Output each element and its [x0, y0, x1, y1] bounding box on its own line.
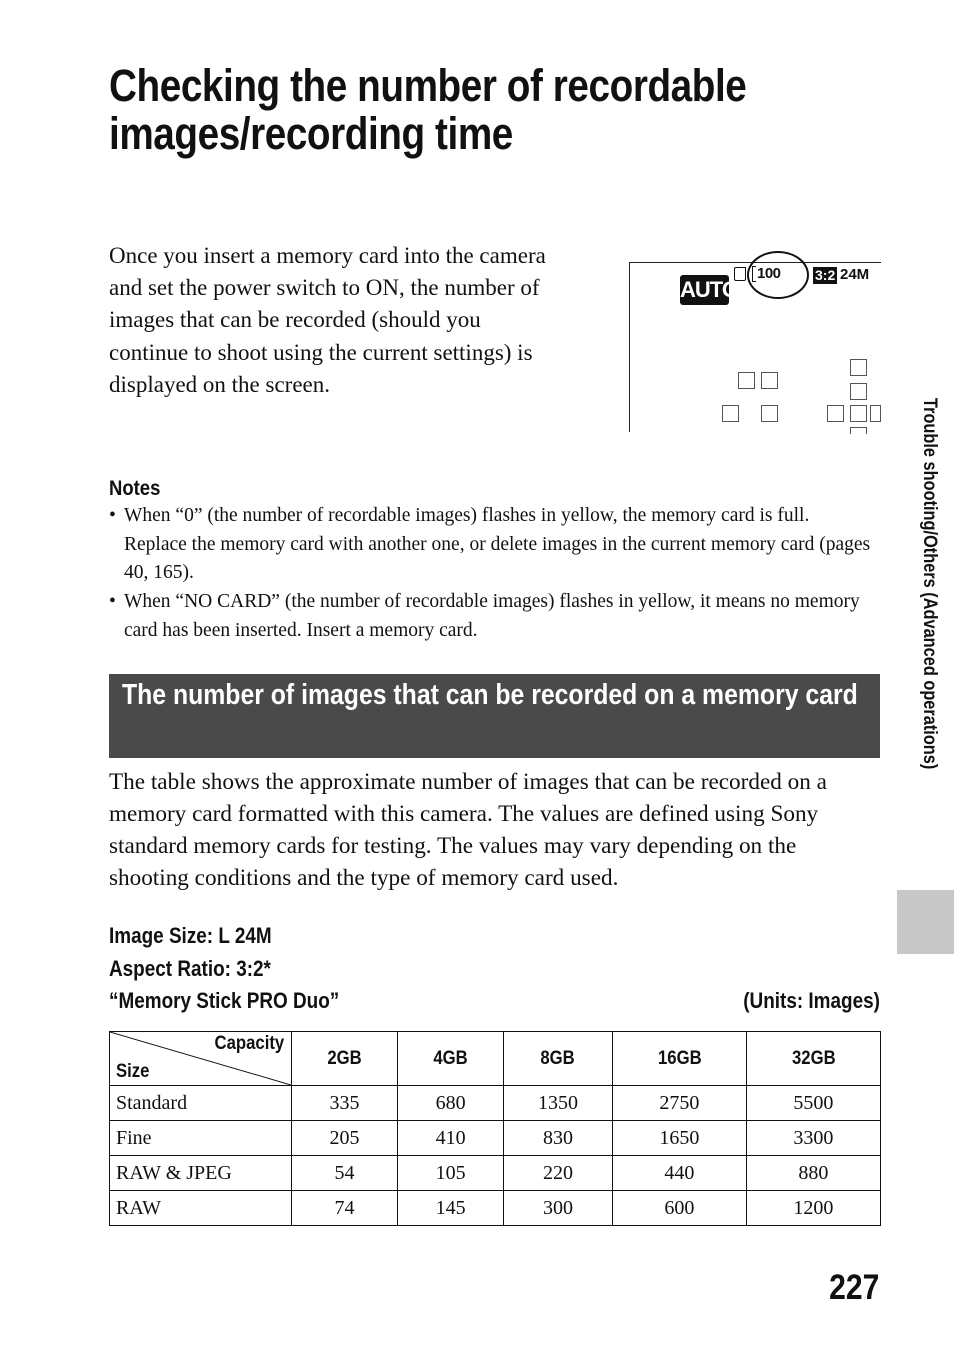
note-item: • When “NO CARD” (the number of recordable images) flashes in yellow, it means no memory card has been inserted. Insert a memory card.	[109, 588, 875, 645]
table-cell: 74	[292, 1191, 398, 1226]
placeholder-icon	[761, 405, 778, 422]
column-header: 8GB	[504, 1032, 613, 1086]
notes-heading: Notes	[109, 477, 161, 500]
placeholder-icon	[850, 383, 867, 400]
chapter-tab-marker	[897, 890, 954, 954]
table-row	[110, 1191, 881, 1226]
table-cell: 410	[398, 1121, 504, 1156]
image-size-spec: Image Size: L 24M	[109, 923, 272, 948]
table-cell: 830	[504, 1121, 613, 1156]
table-cell: 205	[292, 1121, 398, 1156]
auto-mode-icon: AUTO	[680, 275, 729, 305]
placeholder-icon	[850, 405, 867, 422]
table-row	[110, 1156, 881, 1191]
placeholder-icon	[827, 405, 844, 422]
table-cell: 680	[398, 1086, 504, 1121]
table-cell: 1200	[746, 1191, 880, 1226]
table-cell: 1650	[612, 1121, 746, 1156]
table-cell: 300	[504, 1191, 613, 1226]
row-label: RAW	[110, 1191, 292, 1226]
placeholder-icon	[722, 405, 739, 422]
section-heading-band	[109, 674, 880, 758]
placeholder-icon	[761, 372, 778, 389]
placeholder-icon	[850, 427, 867, 434]
table-cell: 3300	[746, 1121, 880, 1156]
table-cell: 5500	[746, 1086, 880, 1121]
media-spec: “Memory Stick PRO Duo”	[109, 988, 340, 1013]
chapter-side-label: Trouble shooting/Others (Advanced operations)	[919, 398, 940, 770]
placeholder-icon	[870, 405, 881, 422]
page-title-line-1: Checking the number of recordable	[109, 60, 747, 111]
column-header: 2GB	[292, 1032, 398, 1086]
intro-paragraph: Once you insert a memory card into the camera and set the power switch to ON, the number of images that can be recorded (should you continue to shoot using the current settings) is displayed on the screen.	[109, 243, 546, 397]
placeholder-icon	[738, 372, 755, 389]
table-row	[110, 1086, 881, 1121]
lcd-screen-illustration	[629, 250, 881, 434]
aspect-ratio-spec: Aspect Ratio: 3:2*	[109, 956, 271, 981]
page-number: 227	[828, 1268, 879, 1307]
size-header: Size	[116, 1061, 150, 1082]
section-body: The table shows the approximate number of images that can be recorded on a memory card formatted with this camera. The values are defined using Sony standard memory cards for testing. The values may vary depending on the shooting conditions and the type of memory card used.	[109, 769, 827, 891]
table-cell: 1350	[504, 1086, 613, 1121]
units-label: (Units: Images)	[743, 988, 880, 1013]
row-label: RAW & JPEG	[110, 1156, 292, 1191]
table-cell: 220	[504, 1156, 613, 1191]
column-header: 4GB	[398, 1032, 504, 1086]
page-title-line-2: images/recording time	[109, 108, 513, 159]
table-header-row	[110, 1032, 881, 1086]
recordable-images-table	[109, 1031, 881, 1226]
table-row	[110, 1121, 881, 1156]
table-cell: 440	[612, 1156, 746, 1191]
table-cell: 2750	[612, 1086, 746, 1121]
table-cell: 335	[292, 1086, 398, 1121]
column-header: 32GB	[746, 1032, 880, 1086]
table-cell: 880	[746, 1156, 880, 1191]
table-corner-cell	[110, 1032, 292, 1086]
placeholder-icon	[850, 359, 867, 376]
table-cell: 105	[398, 1156, 504, 1191]
table-cell: 145	[398, 1191, 504, 1226]
aspect-ratio-badge: 3:2	[815, 267, 836, 283]
row-label: Fine	[110, 1121, 292, 1156]
column-header: 16GB	[612, 1032, 746, 1086]
image-size-indicator: 24M	[840, 266, 870, 283]
table-cell: 54	[292, 1156, 398, 1191]
row-label: Standard	[110, 1086, 292, 1121]
section-heading: The number of images that can be recorded on a memory card	[122, 679, 858, 711]
recordable-count: 100	[757, 265, 781, 282]
memory-card-icon	[734, 267, 746, 281]
lcd-left-border	[629, 262, 630, 432]
page-title	[109, 62, 746, 158]
capacity-header: Capacity	[214, 1033, 284, 1054]
notes-list	[109, 502, 875, 646]
note-item: • When “0” (the number of recordable images) flashes in yellow, the memory card is full. Replace the memory card with another one, or delete images in the current memory card (pages 40, 165).	[109, 502, 875, 588]
table-cell: 600	[612, 1191, 746, 1226]
